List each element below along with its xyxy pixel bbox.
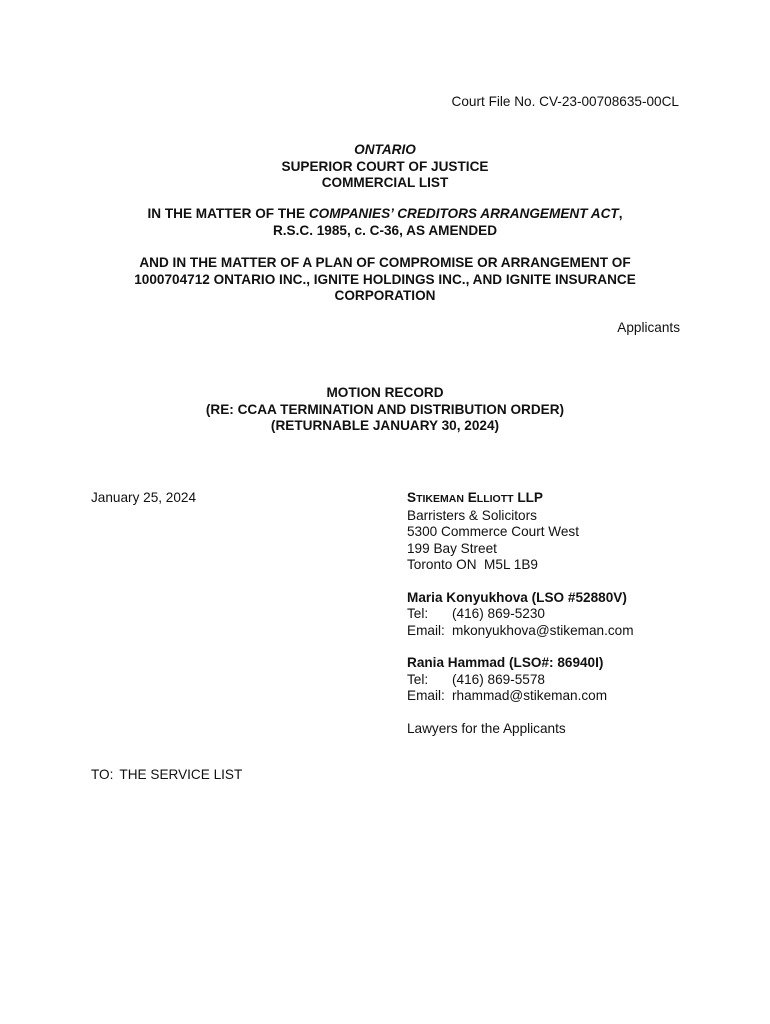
matter-1-line-2: R.S.C. 1985, c. C-36, AS AMENDED — [272, 222, 498, 238]
spacer — [407, 705, 707, 721]
court-list: COMMERCIAL LIST — [321, 175, 449, 190]
matter-heading-ccaa — [0, 206, 770, 239]
motion-subtitle: (RE: CCAA TERMINATION AND DISTRIBUTION ORDER) — [205, 401, 565, 417]
matter-1-line-1: IN THE MATTER OF THE COMPANIES’ CREDITORS ARRANGEMENT ACT, — [147, 206, 623, 221]
motion-title: MOTION RECORD — [326, 385, 444, 400]
court-file-number: Court File No. CV-23-00708635-00CL — [451, 94, 679, 109]
firm-address-1: 5300 Commerce Court West — [407, 524, 579, 539]
service-list-line — [91, 767, 242, 784]
matter-2-line-1: AND IN THE MATTER OF A PLAN OF COMPROMISE OR ARRANGEMENT OF — [139, 255, 631, 270]
lawyers-for: Lawyers for the Applicants — [407, 720, 566, 736]
firm-name: STIKEMAN ELLIOTT LLP — [407, 490, 543, 505]
firm-type: Barristers & Solicitors — [407, 507, 537, 523]
lawyer-name: Maria Konyukhova (LSO #52880V) — [407, 589, 627, 605]
spacer — [407, 574, 707, 590]
firm-address-3: Toronto ON M5L 1B9 — [407, 557, 538, 572]
court-name: SUPERIOR COURT OF JUSTICE — [281, 158, 489, 174]
court-heading — [0, 142, 770, 192]
lawyer-tel: Tel: (416) 869-5230 — [407, 606, 545, 621]
lawyer-tel: Tel: (416) 869-5578 — [407, 671, 545, 687]
email-link[interactable]: mkonyukhova@stikeman.com — [452, 622, 634, 638]
firm-block — [407, 490, 707, 737]
email-link[interactable]: rhammad@stikeman.com — [452, 688, 608, 703]
matter-2-line-3: CORPORATION — [334, 288, 436, 303]
matter-heading-plan — [0, 255, 770, 305]
lawyer-email: Email: mkonyukhova@stikeman.com — [407, 622, 634, 638]
firm-address-2: 199 Bay Street — [407, 540, 497, 556]
to-recipient: THE SERVICE LIST — [119, 767, 243, 782]
document-date: January 25, 2024 — [91, 490, 197, 505]
spacer — [407, 639, 707, 655]
motion-record-title — [0, 385, 770, 435]
lawyer-name: Rania Hammad (LSO#: 86940I) — [407, 655, 604, 670]
matter-2-line-2: 1000704712 ONTARIO INC., IGNITE HOLDINGS INC., AND IGNITE INSURANCE — [134, 271, 636, 287]
to-label: TO: — [91, 767, 114, 782]
province: ONTARIO — [354, 142, 416, 157]
motion-returnable: (RETURNABLE JANUARY 30, 2024) — [270, 418, 500, 433]
act-name: COMPANIES’ CREDITORS ARRANGEMENT ACT — [308, 206, 619, 221]
applicants-label: Applicants — [617, 320, 680, 335]
lawyer-email: Email: rhammad@stikeman.com — [407, 688, 608, 703]
